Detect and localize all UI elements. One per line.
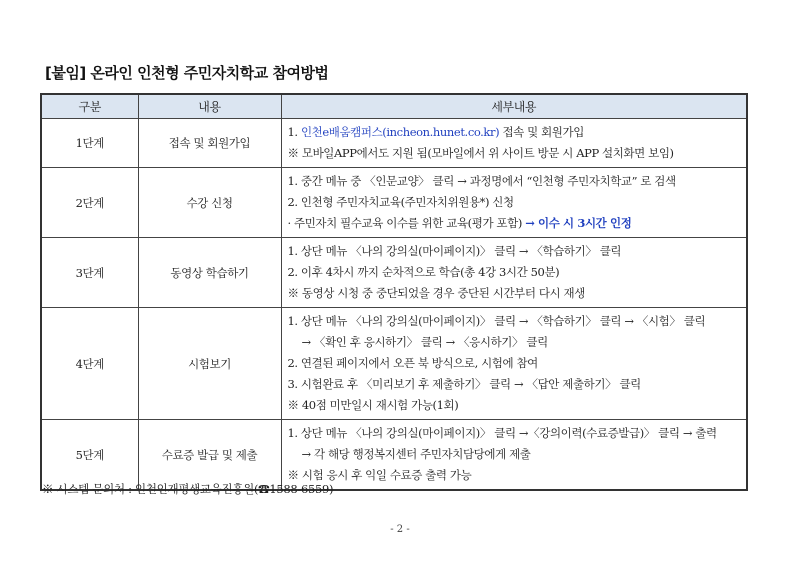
step-cell: 1단계: [41, 119, 138, 168]
detail-text: 1.: [287, 125, 301, 139]
detail-line: → 〈확인 후 응시하기〉 클릭 → 〈응시하기〉 클릭: [301, 335, 548, 349]
detail-line: 2. 연결된 페이지에서 오픈 북 방식으로, 시험에 참여: [287, 356, 538, 370]
detail-line: ※ 동영상 시청 중 중단되었을 경우 중단된 시간부터 다시 재생: [287, 286, 585, 300]
detail-line: 1. 상단 메뉴 〈나의 강의실(마이페이지)〉 클릭 → 〈학습하기〉 클릭 → 〈시험〉 클릭: [287, 314, 706, 328]
detail-text: 접속 및 회원가입: [499, 125, 584, 139]
table-row: [41, 168, 747, 238]
detail-line: 1. 상단 메뉴 〈나의 강의실(마이페이지)〉 클릭 → 〈학습하기〉 클릭: [287, 244, 622, 258]
details-cell: [281, 168, 747, 238]
detail-line: 2. 인천형 주민자치교육(주민자치위원용*) 신청: [287, 195, 514, 209]
participation-table: [40, 93, 748, 491]
detail-line: [288, 122, 741, 143]
details-cell: [281, 308, 747, 420]
detail-line: ※ 모바일APP에서도 지원 됨(모바일에서 위 사이트 방문 시 APP 설치화면 보임): [287, 146, 674, 160]
content-cell: 수강 신청: [138, 168, 281, 238]
page-number: - 2 -: [390, 524, 410, 535]
detail-line: 3. 시험완료 후 〈미리보기 후 제출하기〉 클릭 → 〈답안 제출하기〉 클릭: [287, 377, 641, 391]
content-cell: 시험보기: [138, 308, 281, 420]
details-cell: [281, 119, 747, 168]
contact-note: ※ 시스템 문의처 : 인천인재평생교육진흥원(☎1588-6559): [42, 482, 334, 496]
table-row: [41, 238, 747, 308]
table-row: [41, 308, 747, 420]
header-content: 내용: [138, 94, 281, 119]
detail-line: [288, 213, 741, 234]
detail-line: → 각 해당 행정복지센터 주민자치담당에게 제출: [301, 447, 531, 461]
document-title: [붙임] 온라인 인천형 주민자치학교 참여방법: [45, 64, 329, 82]
details-cell: [281, 238, 747, 308]
detail-line: 1. 중간 메뉴 중 〈인문교양〉 클릭 → 과정명에서 “인천형 주민자치학교” 로 검색: [287, 174, 676, 188]
content-cell: 접속 및 회원가입: [138, 119, 281, 168]
step-cell: 3단계: [41, 238, 138, 308]
highlighted-text: 인천e배움캠퍼스(incheon.hunet.co.kr): [300, 125, 500, 139]
header-step: 구분: [41, 94, 138, 119]
detail-line: ※ 40점 미만일시 재시험 가능(1회): [287, 398, 459, 412]
detail-text: · 주민자치 필수교육 이수를 위한 교육(평가 포함): [287, 216, 526, 230]
detail-line: ※ 시험 응시 후 익일 수료증 출력 가능: [287, 468, 472, 482]
details-cell: [281, 420, 747, 491]
content-cell: 수료증 발급 및 제출: [138, 420, 281, 491]
table-header-row: [41, 94, 747, 119]
table-row: [41, 420, 747, 491]
step-cell: 4단계: [41, 308, 138, 420]
content-cell: 동영상 학습하기: [138, 238, 281, 308]
highlighted-text: → 이수 시 3시간 인정: [525, 216, 632, 230]
detail-line: 2. 이후 4차시 까지 순차적으로 학습(총 4강 3시간 50분): [287, 265, 560, 279]
step-cell: 2단계: [41, 168, 138, 238]
step-cell: 5단계: [41, 420, 138, 491]
detail-line: 1. 상단 메뉴 〈나의 강의실(마이페이지)〉 클릭 →〈강의이력(수료증발급)〉 클릭 → 출력: [287, 426, 717, 440]
header-details: 세부내용: [281, 94, 747, 119]
table-row: [41, 119, 747, 168]
